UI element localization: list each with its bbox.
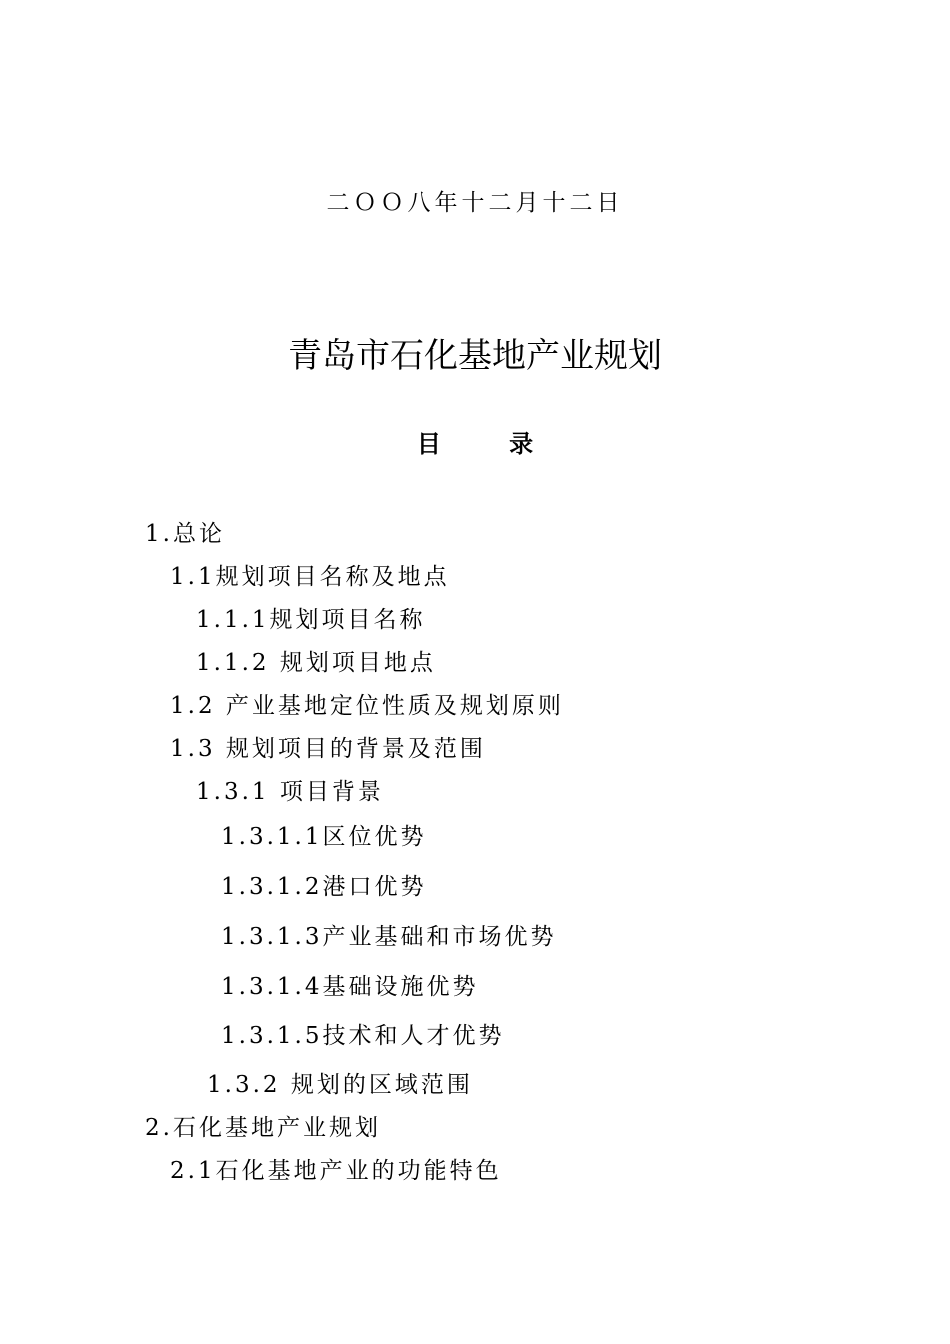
toc-heading: 目 录 <box>416 430 564 458</box>
toc-entry-level4: 1.3.1.5技术和人才优势 <box>221 1023 505 1049</box>
toc-entry-level4: 1.3.1.4基础设施优势 <box>221 974 479 1000</box>
toc-entry-level1: 1.总论 <box>145 521 225 547</box>
toc-entry-level4: 1.3.1.3产业基础和市场优势 <box>221 924 557 950</box>
toc-entry-level4: 1.3.1.1区位优势 <box>221 824 427 850</box>
toc-entry-level1: 2.石化基地产业规划 <box>145 1115 381 1141</box>
toc-entry-level2: 1.1规划项目名称及地点 <box>170 564 450 590</box>
document-title: 青岛市石化基地产业规划 <box>288 336 662 376</box>
toc-entry-level4: 1.3.1.2港口优势 <box>221 874 427 900</box>
toc-entry-level3: 1.3.1 项目背景 <box>196 779 384 805</box>
toc-entry-level2: 1.2 产业基地定位性质及规划原则 <box>170 693 564 719</box>
toc-entry-level3: 1.1.1规划项目名称 <box>196 607 426 633</box>
toc-entry-level2: 2.1石化基地产业的功能特色 <box>170 1158 502 1184</box>
toc-entry-level3: 1.3.2 规划的区域范围 <box>207 1072 473 1098</box>
document-date: 二ＯＯ八年十二月十二日 <box>326 190 624 216</box>
toc-entry-level2: 1.3 规划项目的背景及范围 <box>170 736 486 762</box>
toc-entry-level3: 1.1.2 规划项目地点 <box>196 650 436 676</box>
